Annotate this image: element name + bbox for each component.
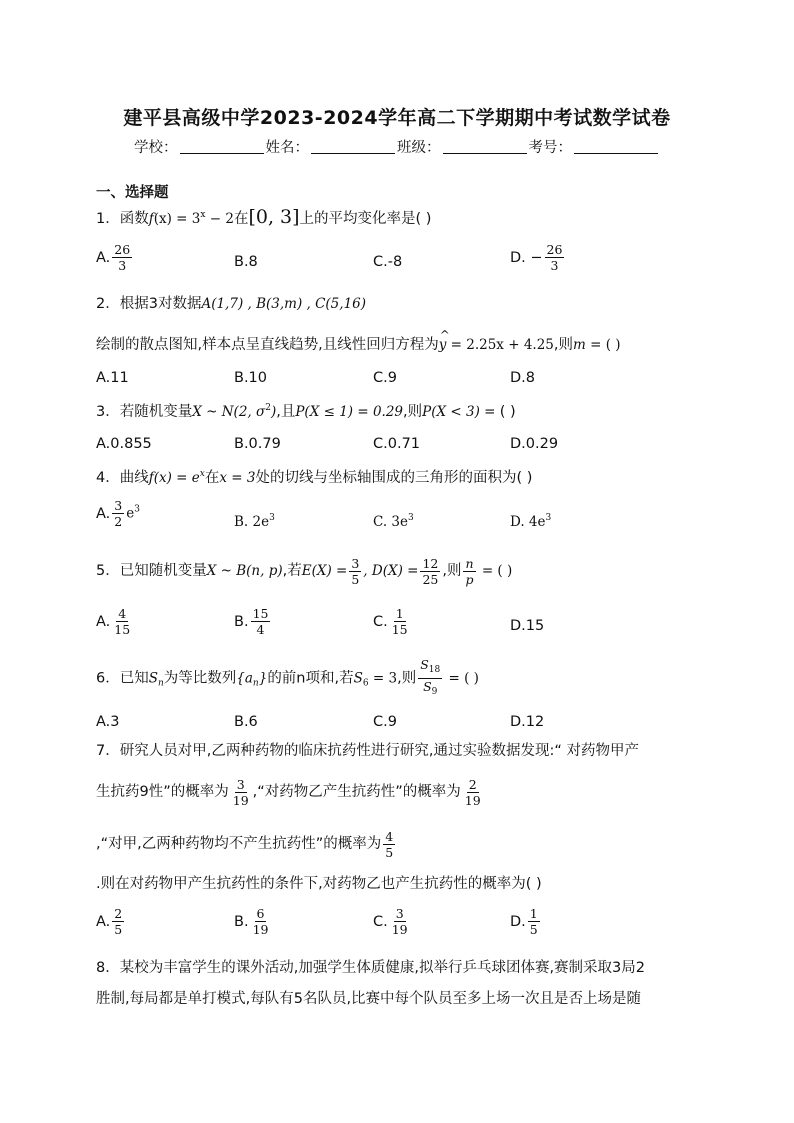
section-heading: 一、选择题 xyxy=(96,185,169,201)
school-label: 学校： xyxy=(134,140,178,156)
option-c[interactable]: C.-8 xyxy=(373,254,403,270)
option-a[interactable]: A.11 xyxy=(96,370,129,386)
question-3-options xyxy=(96,424,696,464)
question-7-line-1: 7．研究人员对甲,乙两种药物的临床抗药性进行研究,通过实验数据发现:“ 对药物甲产 xyxy=(96,743,639,759)
question-7-line-2: 生抗药9性”的概率为 $\frac{3}{19}$ ,“对药物乙产生抗药性”的概率为 $\frac{2}{19}$ xyxy=(96,776,481,808)
option-b[interactable]: B.8 xyxy=(234,254,258,270)
option-d[interactable]: D.8 xyxy=(510,370,535,386)
option-d[interactable]: D.0.29 xyxy=(510,436,559,452)
question-2-line-2: 绘制的散点图知,样本点呈直线趋势,且线性回归方程为^ y = 2.25x + 4.25,则m = ( ) xyxy=(96,335,621,355)
exam-title: 建平县高级中学2023-2024学年高二下学期期中考试数学试卷 xyxy=(123,107,671,129)
option-a[interactable]: A.3 xyxy=(96,714,120,730)
option-c[interactable]: C.9 xyxy=(373,714,397,730)
question-5: 5．已知随机变量X ~ B(n, p),若E(X) = $\frac{3}{5}$ , D(X) = $\frac{12}{25}$ ,则 $\frac{n}{p}$ = ( ) xyxy=(96,555,513,587)
option-b[interactable]: B. $2e^3$ xyxy=(234,513,275,530)
option-c[interactable]: C. $\frac{3}{19}$ xyxy=(373,906,408,937)
name-blank[interactable] xyxy=(311,139,395,154)
option-a[interactable]: A. $\frac{2}{5}$ xyxy=(96,906,123,937)
question-2-options xyxy=(96,358,696,398)
option-d[interactable]: D.12 xyxy=(510,714,545,730)
option-b[interactable]: B.6 xyxy=(234,714,258,730)
option-a[interactable]: A. $\frac{4}{15}$ xyxy=(96,606,131,637)
option-c[interactable]: C. $\frac{1}{15}$ xyxy=(373,606,408,637)
option-d[interactable]: D. − $\frac{26}{3}$ xyxy=(510,242,563,273)
option-b[interactable]: B.10 xyxy=(234,370,268,386)
option-b[interactable]: B.0.79 xyxy=(234,436,281,452)
question-4-options xyxy=(96,498,696,538)
name-label: 姓名： xyxy=(265,140,309,156)
school-blank[interactable] xyxy=(180,139,264,154)
option-a[interactable]: A. $\frac{3}{2}$ $e^3$ xyxy=(96,498,140,529)
question-4: 4．曲线$f(x) = e^x$在x = 3处的切线与坐标轴围成的三角形的面积为( ) xyxy=(96,469,533,486)
question-1: 1．函数$f(x) = 3^x - 2$在[0, 3]上的平均变化率是( ) xyxy=(96,206,432,228)
option-c[interactable]: C.9 xyxy=(373,370,397,386)
option-c[interactable]: C. $3e^3$ xyxy=(373,513,414,530)
id-blank[interactable] xyxy=(574,139,658,154)
question-8-line-1: 8．某校为丰富学生的课外活动,加强学生体质健康,拟举行乒乓球团体赛,赛制采取3局2 xyxy=(96,960,646,976)
option-b[interactable]: B. $\frac{6}{19}$ xyxy=(234,906,269,937)
option-b[interactable]: B. $\frac{15}{4}$ xyxy=(234,606,269,637)
question-5-options xyxy=(96,606,696,646)
question-8-line-2: 胜制,每局都是单打模式,每队有5名队员,比赛中每个队员至多上场一次且是否上场是随 xyxy=(96,991,642,1007)
question-6: 6．已知$S_n$为等比数列$\{a_n\}$的前n项和,若$S_6 = 3$,则 $\frac{S_{18}}{S_9}$ = ( ) xyxy=(96,657,479,697)
id-label: 考号： xyxy=(528,140,572,156)
question-2-line-1: 2．根据3对数据A(1,7) , B(3,m) , C(5,16) xyxy=(96,296,367,312)
question-7-line-4: .则在对药物甲产生抗药性的条件下,对药物乙也产生抗药性的概率为( ) xyxy=(96,876,542,892)
option-a[interactable]: A. $\frac{26}{3}$ xyxy=(96,242,131,273)
option-d[interactable]: D.15 xyxy=(510,618,545,634)
question-7-line-3: ,“对甲,乙两种药物均不产生抗药性”的概率为 $\frac{4}{5}$ xyxy=(96,828,394,860)
class-blank[interactable] xyxy=(443,139,527,154)
option-c[interactable]: C.0.71 xyxy=(373,436,421,452)
class-label: 班级： xyxy=(397,140,441,156)
question-7-options xyxy=(96,906,696,946)
student-info-row xyxy=(0,136,794,157)
question-1-options xyxy=(96,242,696,282)
option-a[interactable]: A.0.855 xyxy=(96,436,152,452)
option-d[interactable]: D. $4e^3$ xyxy=(510,513,552,530)
question-3: 3．若随机变量X ~ N(2, $\sigma^2$),且P(X ≤ 1) = 0.29,则P(X < 3) = ( ) xyxy=(96,403,516,420)
option-d[interactable]: D. $\frac{1}{5}$ xyxy=(510,906,538,937)
question-6-options xyxy=(96,702,696,742)
